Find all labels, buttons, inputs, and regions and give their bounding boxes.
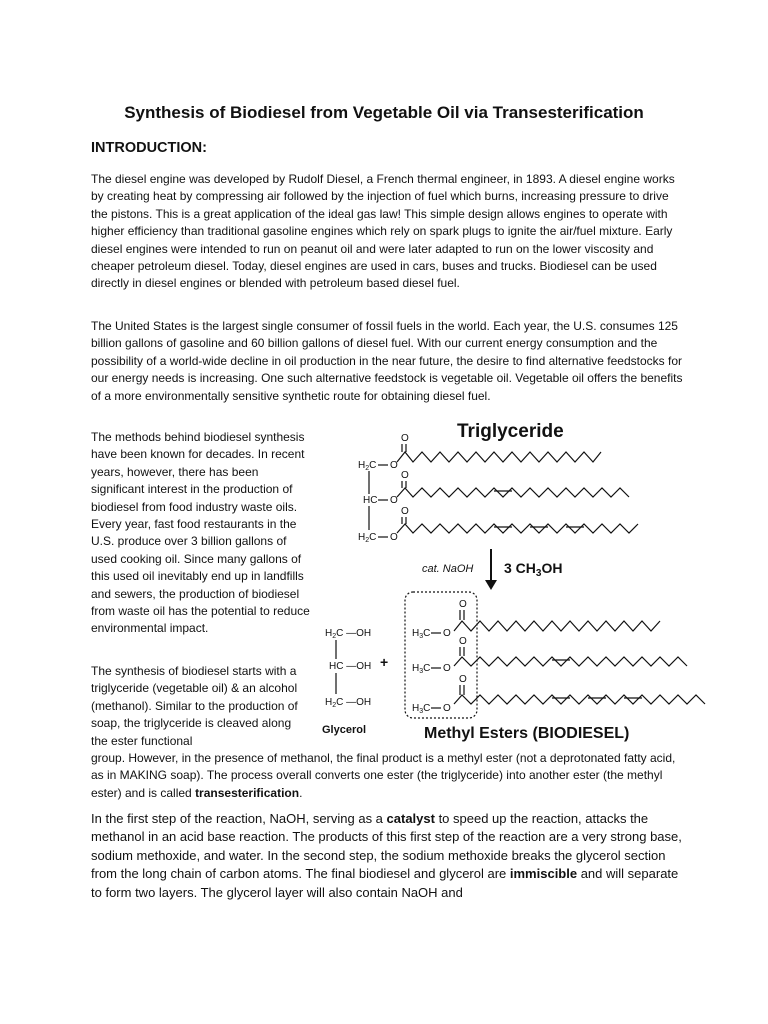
paragraph-reaction-steps: In the first step of the reaction, NaOH, serving as a catalyst to speed up the reaction, attacks the methanol in an acid base reaction. The products of this first step of the reaction are a very strong base, sodium methoxide, and water. In the second step, the sodium methoxide breaks the glycerol section from the long chain of carbon atoms. The final biodiesel and glycerol are immiscible and will separate to form two layers. The glycerol layer will also contain NaOH and xyxy=(91,811,682,900)
me-ch3-1: $H_3C$ xyxy=(412,628,431,640)
me-chain-3 xyxy=(454,695,705,704)
me-ester-o-3: O xyxy=(443,703,451,714)
plus-sign: + xyxy=(380,654,389,670)
methanol-reagent-label: 3 $CH_3OH$ xyxy=(504,560,563,579)
tg-chain-1 xyxy=(397,452,601,462)
tg-carbonyl-o-3: O xyxy=(401,506,409,517)
tg-ch2-bottom-label: $H_2C$ xyxy=(358,532,377,544)
term-immiscible: immiscible xyxy=(509,866,578,882)
me-carbonyl-o-3: O xyxy=(459,674,467,685)
paragraph-synthesis-start: The synthesis of biodiesel starts with a triglyceride (vegetable oil) & an alcohol (methanol). Similar to the production of soap, the triglyceride is cleaved along the ester functional xyxy=(91,664,298,748)
me-carbonyl-o-2: O xyxy=(459,636,467,647)
paragraph-us-consumption: The United States is the largest single consumer of fossil fuels in the world. Each year, the U.S. consumes 125 billion gallons of gasoline and 60 billion gallons of diesel fuel. With our current energy consumption and the possibility of a world-wide decline in oil production in the near future, the desire to find alternative feedstocks for our energy needs is increasing. One such alternative feedstock is vegetable oil. Vegetable oil offers the benefits of a more environmentally sensitive synthetic route for obtaining diesel fuel. xyxy=(91,319,683,403)
glycerol-label: Glycerol xyxy=(322,724,367,736)
me-chain-2 xyxy=(454,657,687,666)
tg-ester-o-3: O xyxy=(390,532,398,543)
document-title: Synthesis of Biodiesel from Vegetable Oil via Transesterification xyxy=(124,103,644,122)
paragraph-diesel-history: The diesel engine was developed by Rudolf Diesel, a French thermal engineer, in 1893. A diesel engine works by creating heat by compressing air followed by the injection of fuel which burns, increasing pressure to drive the pistons. This is a great application of the ideal gas law! This simple design allows engines to operate with higher efficiency than traditional gasoline engines which rely on spark plugs to ignite the air/fuel mixture. Early diesel engines were intended to run on peanut oil and were later adapted to run on the lower viscosity and cheaper petroleum diesel. Today, diesel engines are used in cars, buses and trucks. Biodiesel can be used directly in diesel engines or blended with petroleum based diesel fuel. xyxy=(91,172,675,291)
catalyst-label: cat. NaOH xyxy=(422,563,474,575)
glycerol-ch2-bottom: $H_2C$ —OH xyxy=(325,697,372,709)
section-heading-introduction: INTRODUCTION: xyxy=(91,140,207,156)
me-ch3-2: $H_3C$ xyxy=(412,663,431,675)
tg-ester-o-1: O xyxy=(390,460,398,471)
me-ester-o-1: O xyxy=(443,628,451,639)
tg-ch2-top-label: $H_2C$ xyxy=(358,460,377,472)
term-catalyst: catalyst xyxy=(386,811,435,826)
paragraph-transesterification: group. However, in the presence of methanol, the final product is a methyl ester (not a deprotonated fatty acid, as in MAKING soap). The process overall converts one ester (the triglyceride) into another ester (the methyl ester) and is called transesterification. xyxy=(91,751,676,800)
reaction-arrow-head xyxy=(485,580,497,590)
triglyceride-label: Triglyceride xyxy=(457,421,564,442)
tg-carbonyl-o-2: O xyxy=(401,470,409,481)
tg-carbonyl-o-1: O xyxy=(401,433,409,444)
tg-ch-middle-label: HC xyxy=(363,495,378,506)
tg-chain-2 xyxy=(397,488,629,497)
tg-chain-3 xyxy=(397,524,638,533)
glycerol-ch-middle: HC —OH xyxy=(329,661,372,672)
me-ester-o-2: O xyxy=(443,663,451,674)
me-carbonyl-o-1: O xyxy=(459,599,467,610)
term-transesterification: transesterification xyxy=(195,785,300,800)
tg-ester-o-2: O xyxy=(390,495,398,506)
glycerol-ch2-top: $H_2C$ —OH xyxy=(325,628,372,640)
paragraph-waste-oil: The methods behind biodiesel synthesis have been known for decades. In recent years, however, there has been significant interest in the production of biodiesel from food industry waste oils. Every year, fast food restaurants in the U.S. produce over 3 billion gallons of used cooking oil. Since many gallons of this used oil inevitably end up in landfills and sewers, the production of biodiesel from waste oil has the potential to reduce environmental impact. xyxy=(91,430,310,636)
me-chain-1 xyxy=(454,621,660,631)
methyl-esters-label: Methyl Esters (BIODIESEL) xyxy=(424,725,630,742)
me-ch3-3: $H_3C$ xyxy=(412,703,431,715)
